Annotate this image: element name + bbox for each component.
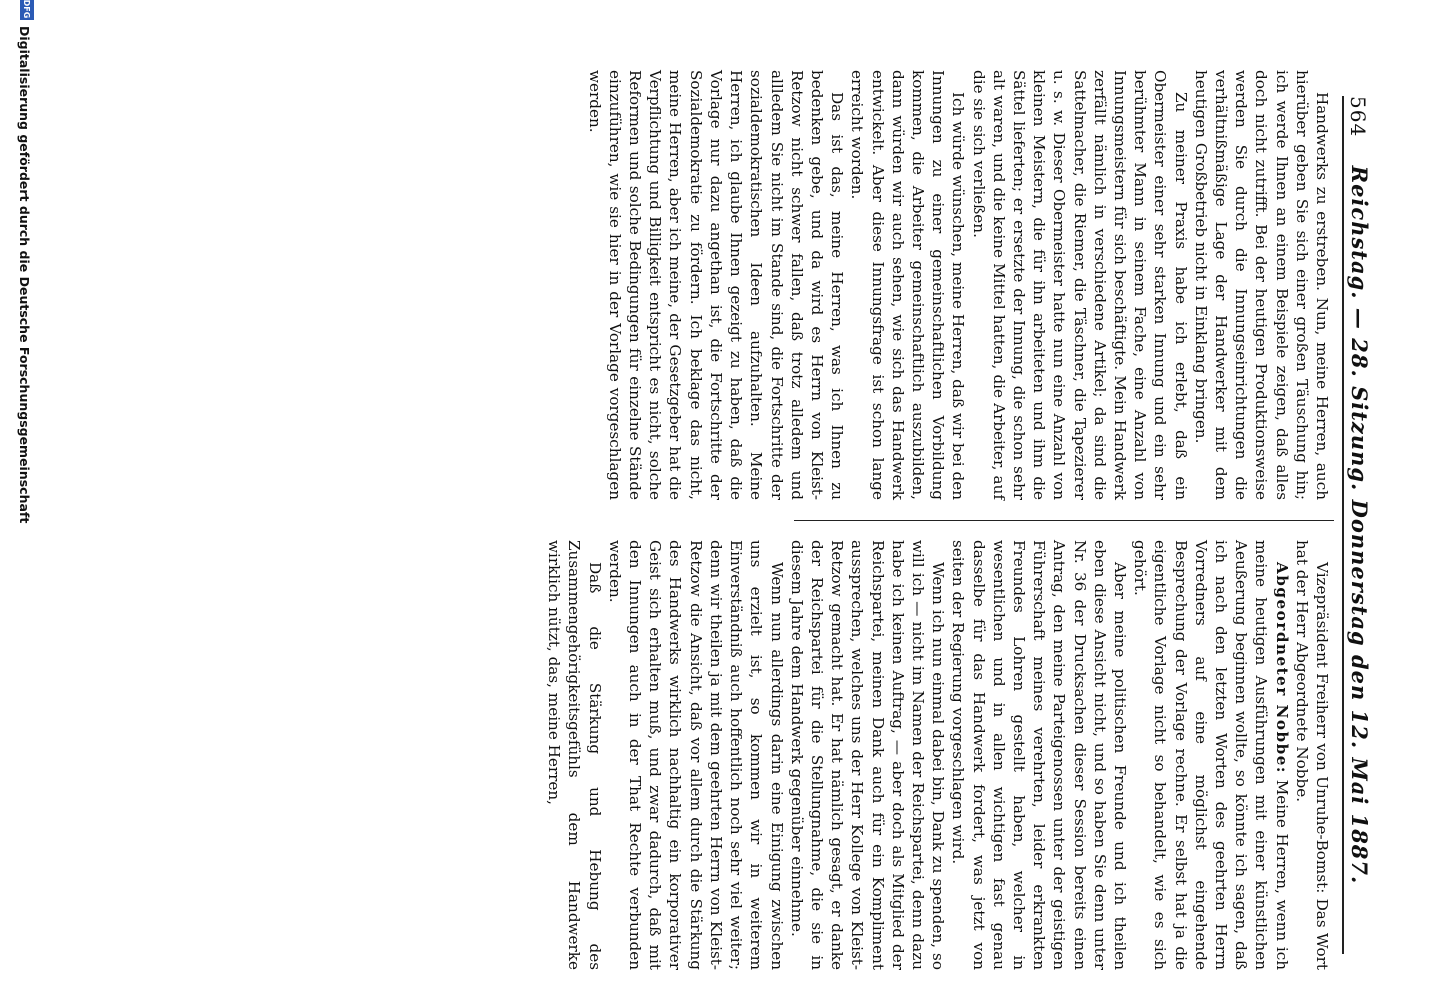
- paragraph: Aber meine politischen Freunde und ich theilen eben diese Ansicht nicht, und so haben Sie denn unter Nr. 36 der Drucksachen dieser Session bereits einen Antrag, den meine Parteigenossen unter der geistigen Führerschaft meines verehrten, leider erkrankten Freundes Lohren gestellt haben, welcher in wesentlichen und in allen wichtigen fast genau dasselbe für das Handwerk fordert, was jetzt von seiten der Regierung vorgeschlagen wird.: [949, 540, 1129, 970]
- paragraph: Das ist das, meine Herren, was ich Ihnen zu bedenken gebe, und da wird es Herrn von Kleist-Retzow nicht schwer fallen, daß trotz alledem und allledem Sie nicht im Stande sind, die Fortschritte der sozialdemokratischen Ideen aufzuhalten. Meine Herren, ich glaube Ihnen gezeigt zu haben, daß die Vorlage nur dazu angethan ist, die Fortschritte der Sozialdemokratie zu fördern. Ich beklage das nicht, meine Herren, aber ich meine, der Gesetzgeber hat die Verpflichtung und Billigkeit entspricht es nicht, solche Reformen und solche Bedingungen für einzelne Stände einzuführen, wie sie hier in der Vorlage vorgeschlagen werden.: [585, 70, 847, 500]
- speech-text: Meine Herren, wenn ich meine heutigen Ausführungen mit einer künstlichen Aeußerung beginnen wollte, so könnte ich sagen, daß ich nach den letzten Worten des geehrten Herrn Vorredners auf eine möglichst eingehende Besprechung der Vorlage rechne. Er selbst hat ja die eigentliche Vorlage nicht so behandelt, wie es sich gehört.: [1131, 540, 1291, 970]
- running-head: Reichstag. — 28. Sitzung. Donnerstag den 12. Mai 1887.: [1347, 165, 1372, 885]
- page-number: 564: [1346, 96, 1370, 138]
- paragraph: Wenn nun allerdings darin eine Einigung zwischen uns erzielt ist, so kommen wir in weiterem Einverständniß auch hoffentlich noch sehr viel weiter; denn wir theilen ja mit dem geehrten Herrn von Kleist-Retzow die Ansicht, daß vor allem durch die Stärkung des Handwerks wirklich nachhaltig ein korporativer Geist sich erhalten muß, und zwar dadurch, daß mit den Innungen auch in der That Rechte verbunden werden.: [605, 540, 786, 970]
- paragraph: Ich würde wünschen, meine Herren, daß wir bei den Innungen zu einer gemeinschaftlichen Vorbildung kommen, die Arbeiter gemeinschaftlich auszubilden, dann würden wir auch sehen, wie sich das Handwerk entwickelt. Aber diese Innungsfrage ist schon lange erreicht worden.: [848, 70, 968, 500]
- column-divider: [794, 520, 1334, 521]
- speech-paragraph: [1130, 540, 1292, 970]
- paragraph: Daß die Stärkung und Hebung des Zusammengehörigkeitsgefühls dem Handwerke wirklich nützt, das, meine Herren,: [545, 540, 604, 970]
- paragraph: Handwerks zu erstreben. Nun, meine Herren, auch hierüber geben Sie sich einer großen Täuschung hin; ich werde Ihnen an einem Beispiele zeigen, daß alles doch nicht zutrifft. Bei der heutigen Produktionsweise werden Sie durch die Innungseinrichtungen die verhältnißmäßige Lage der Handwerker mit dem heutigen Großbetrieb nicht in Einklang bringen.: [1191, 70, 1331, 500]
- digitization-credit: Digitalisierung gefördert durch die Deutsche Forschungsgemeinschaft: [17, 26, 32, 524]
- right-column: [545, 540, 1332, 970]
- left-column: [585, 70, 1332, 500]
- page-header: [1342, 96, 1374, 954]
- paragraph-intro: Vizepräsident Freiherr von Unruhe-Bomst: Das Wort hat der Herr Abgeordnete Nobbe.: [1292, 540, 1331, 970]
- digitization-note: [8, 0, 36, 1000]
- speaker-name: Abgeordneter Nobbe:: [1272, 562, 1291, 774]
- paragraph: Zu meiner Praxis habe ich erlebt, daß ein Obermeister einer sehr starken Innung und ein sehr berühmter Mann in seinem Fache, eine Anzahl von Innungsmeistern für sich beschäftigte. Mein Handwerk zerfällt nämlich in verschiedene Artikel; da sind die Sattelmacher, die Riemer, die Täschner, die Tapezierer u. s. w. Dieser Obermeister hatte nun eine Anzahl von kleinen Meistern, die für ihn arbeiteten und ihm die Sättel lieferten; er ersetzte der Innung, die schon sehr alt waren, und die keine Mittel hatten, die Arbeiter, auf die sie sich verließen.: [969, 70, 1190, 500]
- dfg-logo: DFG: [20, 0, 34, 20]
- paragraph: Wenn ich nun einmal dabei bin, Dank zu spenden, so will ich — nicht im Namen der Reichspartei, denn dazu habe ich keinen Auftrag, — aber doch als Mitglied der Reichspartei, meinen Dank auch für ein Kompliment aussprechen, welches uns der Herr Kollege von Kleist-Retzow gemacht hat. Er hat nämlich gesagt, er danke der Reichspartei für die Stellungnahme, die sie in diesem Jahre dem Handwerk gegenüber einnehme.: [787, 540, 948, 970]
